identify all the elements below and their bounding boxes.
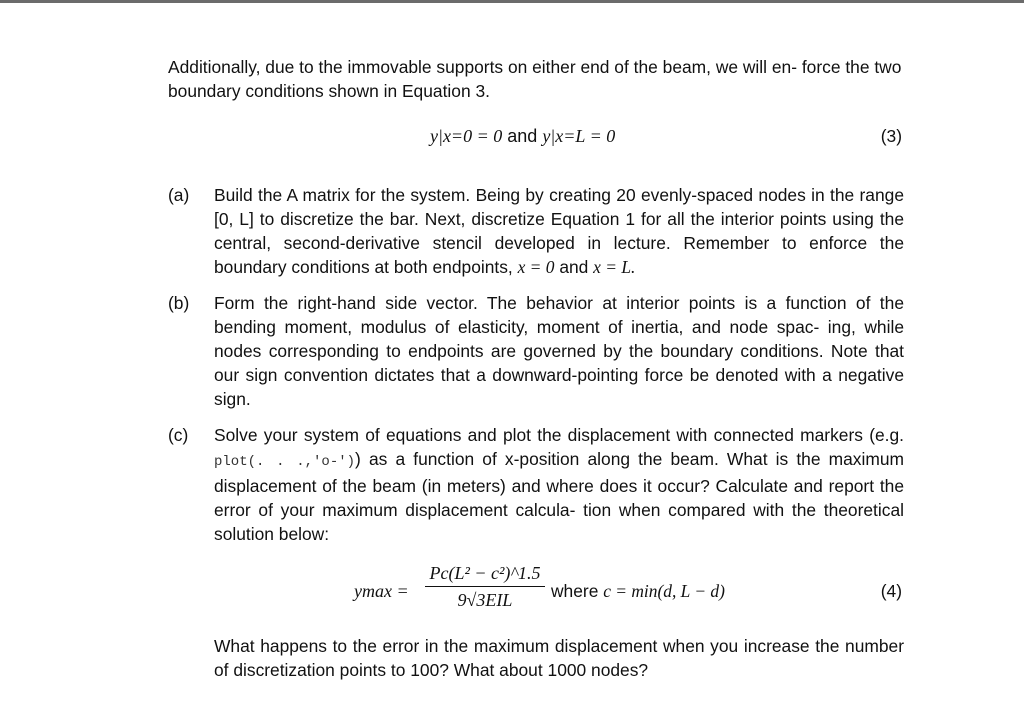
intro-text: Additionally, due to the immovable supports on either end of the beam, we will en- force the two boundary conditions shown in Equation 3. xyxy=(168,57,902,101)
eq4-condition: c = min(d, L − d) xyxy=(603,581,725,601)
document-page xyxy=(168,55,904,699)
question-c-text-pre: Solve your system of equations and plot the displacement with connected markers (e.g. xyxy=(214,425,904,445)
question-list xyxy=(168,183,904,546)
question-c-code: plot(. . .,'o-') xyxy=(214,454,356,470)
closing-text: What happens to the error in the maximum displacement when you increase the number of discretization points to 100? What about 1000 nodes? xyxy=(214,636,904,680)
intro-paragraph xyxy=(168,55,904,103)
equation-4 xyxy=(168,560,904,618)
question-a-label: (a) xyxy=(168,185,190,205)
question-b xyxy=(168,291,904,411)
equation-3-body xyxy=(430,124,615,148)
eq4-where-clause xyxy=(551,579,725,603)
question-a-math-x0: x = 0 xyxy=(517,257,555,277)
question-a xyxy=(168,183,904,279)
eq4-where: where xyxy=(551,581,599,601)
closing-paragraph xyxy=(168,634,904,682)
top-border xyxy=(0,0,1024,3)
eq3-right-math: y|x=L = 0 xyxy=(542,126,616,146)
question-b-label: (b) xyxy=(168,293,190,313)
eq4-fraction xyxy=(425,562,545,613)
question-c-label: (c) xyxy=(168,425,189,445)
question-a-and: and xyxy=(559,257,589,277)
eq4-lhs: ymax = xyxy=(354,581,409,601)
question-c xyxy=(168,423,904,546)
eq3-left-math: y|x=0 = 0 xyxy=(430,126,503,146)
eq3-and: and xyxy=(507,126,538,146)
question-b-text: Form the right-hand side vector. The behavior at interior points is a function of the bending moment, modulus of elasticity, moment of inertia, and node spac- ing, while nodes corresponding to endpoints are governed by the boundary conditions. Note that our sign convention dictates that a downward-pointing force be denoted with a negative sign. xyxy=(214,293,904,409)
equation-3 xyxy=(168,124,904,172)
eq4-denominator: 9√3EIL xyxy=(457,590,513,610)
eq4-numerator: Pc(L² − c²)^1.5 xyxy=(425,562,545,587)
equation-4-number: (4) xyxy=(880,581,902,601)
question-c-text-post: ) as a function of x-position along the beam. What is the maximum displacement of the beam (in meters) and where does it occur? Calculate and report the error of your maximum displacement calcula- tion when compared with the theoretical solution below: xyxy=(214,449,905,544)
question-a-text: Build the A matrix for the system. Being by creating 20 evenly-spaced nodes in the range [0, L] to discretize the bar. Next, discretize Equation 1 for all the interior points using the central, second-derivative stencil developed in lecture. Remember to enforce the boundary conditions at both endpoints, xyxy=(214,185,904,277)
equation-3-number: (3) xyxy=(880,126,902,146)
question-a-math-xL: x = L. xyxy=(593,257,636,277)
